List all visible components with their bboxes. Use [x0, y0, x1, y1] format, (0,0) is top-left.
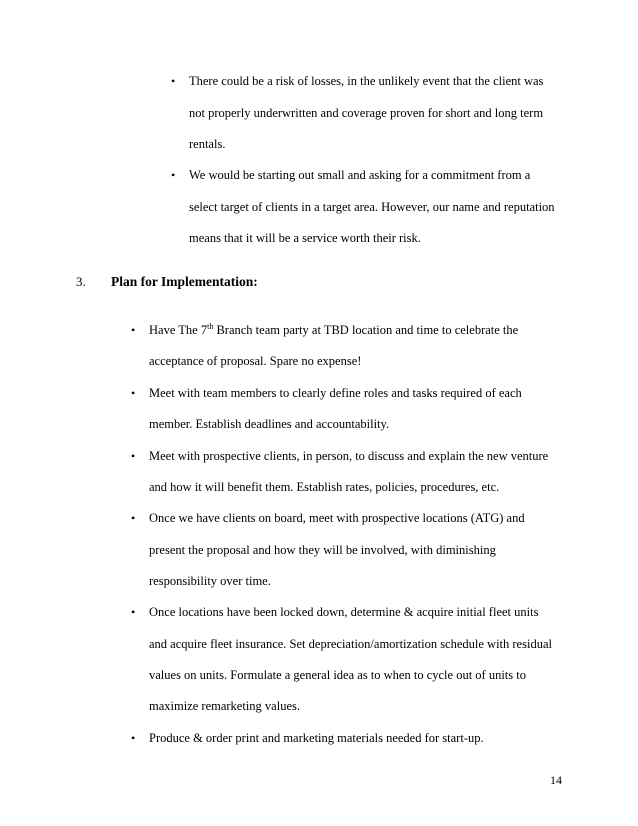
bullet-marker: •	[171, 74, 176, 88]
impl-1-line-2: acceptance of proposal. Spare no expense!	[149, 354, 362, 368]
impl-1-line-1: Have The 7th Branch team party at TBD location and time to celebrate the	[149, 321, 519, 337]
risk-2-line-1: We would be starting out small and asking for a commitment from a	[189, 168, 531, 182]
impl-2-line-2: member. Establish deadlines and accountability.	[149, 417, 390, 431]
bullet-marker: •	[131, 731, 136, 745]
bullet-marker: •	[131, 386, 136, 400]
section-heading: Plan for Implementation:	[111, 274, 258, 289]
impl-5-line-3: values on units. Formulate a general idea as to when to cycle out of units to	[149, 668, 526, 682]
impl-5-line-4: maximize remarketing values.	[149, 699, 300, 713]
risk-2-line-3: means that it will be a service worth their risk.	[189, 231, 421, 245]
impl-2-line-1: Meet with team members to clearly define roles and tasks required of each	[149, 386, 522, 400]
impl-6-line-1: Produce & order print and marketing materials needed for start-up.	[149, 731, 484, 745]
impl-5-line-1: Once locations have been locked down, determine & acquire initial fleet units	[149, 605, 539, 619]
bullet-marker: •	[131, 605, 136, 619]
bullet-marker: •	[171, 168, 176, 182]
impl-4-line-1: Once we have clients on board, meet with prospective locations (ATG) and	[149, 511, 525, 525]
impl-5-line-2: and acquire fleet insurance. Set depreciation/amortization schedule with residual	[149, 637, 552, 651]
impl-4-line-2: present the proposal and how they will be involved, with diminishing	[149, 543, 496, 557]
section-number: 3.	[76, 274, 86, 289]
impl-3-line-2: and how it will benefit them. Establish rates, policies, procedures, etc.	[149, 480, 500, 494]
impl-4-line-3: responsibility over time.	[149, 574, 271, 588]
risk-2-line-2: select target of clients in a target area. However, our name and reputation	[189, 200, 555, 214]
bullet-marker: •	[131, 323, 136, 337]
risk-1-line-2: not properly underwritten and coverage proven for short and long term	[189, 106, 544, 120]
impl-3-line-1: Meet with prospective clients, in person, to discuss and explain the new venture	[149, 449, 549, 463]
bullet-marker: •	[131, 511, 136, 525]
page-number: 14	[550, 773, 562, 787]
risk-1-line-1: There could be a risk of losses, in the unlikely event that the client was	[189, 74, 544, 88]
bullet-marker: •	[131, 449, 136, 463]
risk-1-line-3: rentals.	[189, 137, 226, 151]
